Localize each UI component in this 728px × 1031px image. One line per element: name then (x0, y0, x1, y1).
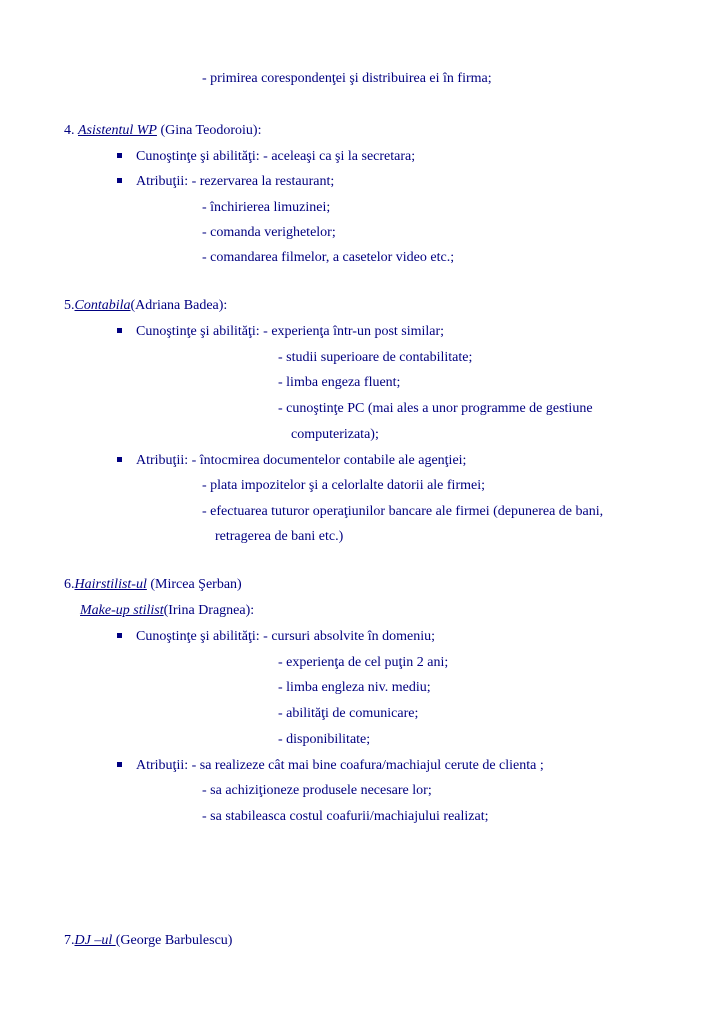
bullet-icon (117, 153, 122, 158)
role-title: Hairstilist-ul (74, 577, 147, 592)
role-title: Asistentul WP (78, 123, 157, 138)
text-line: - închirierea limuzinei; (202, 200, 331, 215)
bullet-icon (117, 457, 122, 462)
text-line: retragerea de bani etc.) (215, 529, 344, 544)
bullet-icon (117, 762, 122, 767)
bullet-text: Atribuţii: - sa realizeze cât mai bine coafura/machiajul cerute de clienta ; (136, 758, 544, 773)
bullet-text: Atribuţii: - întocmirea documentelor contabile ale agenţiei; (136, 453, 467, 468)
text-line: - comanda verighetelor; (202, 225, 336, 240)
role-title: Make-up stilist (80, 603, 164, 618)
person-name: (Adriana Badea): (130, 298, 228, 313)
text-line: - comandarea filmelor, a casetelor video etc.; (202, 250, 455, 265)
text-line: - limba engleza niv. mediu; (278, 680, 431, 695)
text-line: - cunoştinţe PC (mai ales a unor programme de gestiune (278, 401, 593, 416)
section-number: 5. (64, 298, 75, 313)
text-line: - primirea corespondenţei şi distribuirea ei în firma; (202, 71, 492, 86)
section-subheading-6 (80, 602, 254, 620)
section-heading-5 (64, 297, 227, 315)
section-number: 4. (64, 123, 78, 138)
person-name: (Mircea Şerban) (146, 577, 242, 592)
person-name: (George Barbulescu) (115, 933, 233, 948)
bullet-icon (117, 633, 122, 638)
text-line: - sa stabileasca costul coafurii/machiajului realizat; (202, 809, 489, 824)
section-heading-4 (64, 122, 261, 140)
bullet-icon (117, 178, 122, 183)
text-line: - experienţa de cel puţin 2 ani; (278, 655, 449, 670)
bullet-text: Atribuţii: - rezervarea la restaurant; (136, 174, 335, 189)
section-heading-7 (64, 932, 232, 950)
role-title: DJ –ul (74, 933, 116, 948)
bullet-text: Cunoştinţe şi abilităţi: - aceleaşi ca şi la secretara; (136, 149, 416, 164)
section-heading-6 (64, 576, 242, 594)
text-line: - sa achiziţioneze produsele necesare lor; (202, 783, 432, 798)
text-line: - abilităţi de comunicare; (278, 706, 419, 721)
role-title: Contabila (74, 298, 131, 313)
text-line: - disponibilitate; (278, 732, 371, 747)
text-line: - plata impozitelor şi a celorlalte datorii ale firmei; (202, 478, 485, 493)
person-name: (Irina Dragnea): (163, 603, 255, 618)
text-line: - efectuarea tuturor operaţiunilor bancare ale firmei (depunerea de bani, (202, 504, 604, 519)
bullet-text: Cunoştinţe şi abilităţi: - cursuri absolvite în domeniu; (136, 629, 436, 644)
section-number: 7. (64, 933, 75, 948)
bullet-text: Cunoştinţe şi abilităţi: - experienţa într-un post similar; (136, 324, 445, 339)
text-line: - studii superioare de contabilitate; (278, 350, 473, 365)
section-number: 6. (64, 577, 75, 592)
bullet-icon (117, 328, 122, 333)
person-name: (Gina Teodoroiu): (156, 123, 262, 138)
text-line: computerizata); (291, 427, 379, 442)
text-line: - limba engeza fluent; (278, 375, 401, 390)
